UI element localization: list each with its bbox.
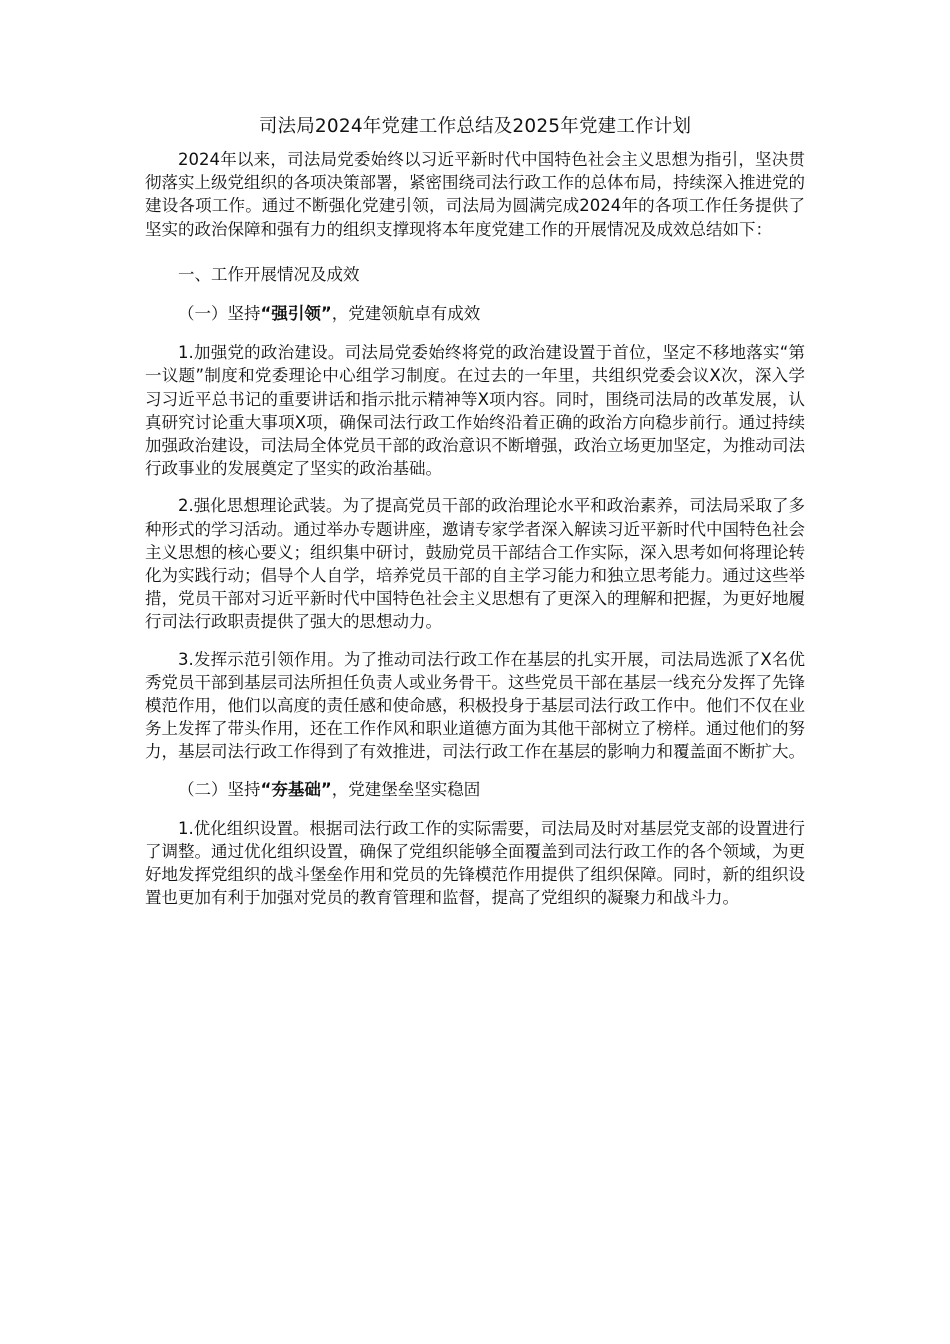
paragraph-2-1: 1.优化组织设置。根据司法行政工作的实际需要，司法局及时对基层党支部的设置进行了调整。通过优化组织设置，确保了党组织能够全面覆盖到司法行政工作的各个领域，为更好地发挥党组织的战斗堡垒作用和党员的先锋模范作用提供了组织保障。同时，新的组织设置也更加有利于加强对党员的教育管理和监督，提高了党组织的凝聚力和战斗力。 — [145, 818, 805, 908]
subsection-heading-2-suffix: ，党建堡垒坚实稳固 — [331, 779, 481, 799]
subsection-heading-1-prefix: （一）坚持 — [178, 304, 261, 324]
document-page — [145, 112, 805, 924]
subsection-heading-2 — [145, 778, 805, 801]
paragraph-1-3: 3.发挥示范引领作用。为了推动司法行政工作在基层的扎实开展，司法局选派了X名优秀党员干部到基层司法所担任负责人或业务骨干。这些党员干部在基层一线充分发挥了先锋模范作用，他们以高度的责任感和使命感，积极投身于基层司法行政工作中。他们不仅在业务上发挥了带头作用，还在工作作风和职业道德方面为其他干部树立了榜样。通过他们的努力，基层司法行政工作得到了有效推进，司法行政工作在基层的影响力和覆盖面不断扩大。 — [145, 649, 805, 762]
subsection-heading-1-emphasis: “强引领” — [260, 304, 332, 324]
paragraph-1-2: 2.强化思想理论武装。为了提高党员干部的政治理论水平和政治素养，司法局采取了多种形式的学习活动。通过举办专题讲座，邀请专家学者深入解读习近平新时代中国特色社会主义思想的核心要义；组织集中研讨，鼓励党员干部结合工作实际，深入思考如何将理论转化为实践行动；倡导个人自学，培养党员干部的自主学习能力和独立思考能力。通过这些举措，党员干部对习近平新时代中国特色社会主义思想有了更深入的理解和把握，为更好地履行司法行政职责提供了强大的思想动力。 — [145, 496, 805, 632]
subsection-heading-2-emphasis: “夯基础” — [260, 779, 332, 799]
section-heading-1: 一、工作开展情况及成效 — [178, 264, 360, 284]
subsection-heading-1-suffix: ，党建领航卓有成效 — [331, 304, 481, 324]
subsection-heading-1 — [145, 302, 805, 325]
document-title: 司法局2024年党建工作总结及2025年党建工作计划 — [258, 116, 692, 137]
intro-paragraph: 2024年以来，司法局党委始终以习近平新时代中国特色社会主义思想为指引，坚决贯彻落实上级党组织的各项决策部署，紧密围绕司法行政工作的总体布局，持续深入推进党的建设各项工作。通过不断强化党建引领，司法局为圆满完成2024年的各项工作任务提供了坚实的政治保障和强有力的组织支撑现将本年度党建工作的开展情况及成效总结如下： — [145, 150, 805, 239]
paragraph-1-1: 1.加强党的政治建设。司法局党委始终将党的政治建设置于首位，坚定不移地落实“第一议题”制度和党委理论中心组学习制度。在过去的一年里，共组织党委会议X次，深入学习习近平总书记的重要讲话和指示批示精神等X项内容。同时，围绕司法局的改革发展，认真研究讨论重大事项X项，确保司法行政工作始终沿着正确的政治方向稳步前行。通过持续加强政治建设，司法局全体党员干部的政治意识不断增强，政治立场更加坚定，为推动司法行政事业的发展奠定了坚实的政治基础。 — [145, 343, 805, 479]
subsection-heading-2-prefix: （二）坚持 — [178, 779, 261, 799]
